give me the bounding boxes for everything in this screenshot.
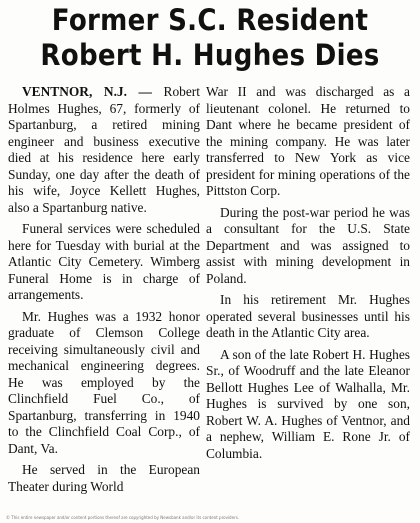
article-paragraph <box>8 84 200 216</box>
article-paragraph: He served in the European Theater during World <box>8 462 200 494</box>
article-paragraph: War II and was discharged as a lieutenant colonel. He returned to Dant where he became president of the mining company. He was later transferred to New York as vice president for mining operations of the Pittston Corp. <box>206 84 410 198</box>
headline <box>21 3 399 73</box>
article-paragraph: In his retirement Mr. Hughes operated several businesses until his death in the Atlantic City area. <box>206 292 410 340</box>
headline-line-1: Former S.C. Resident <box>51 3 369 37</box>
article-paragraph: Mr. Hughes was a 1932 honor graduate of Clemson College receiving simultaneously civil and mechanical engineering degrees. He was employed by the Clinchfield Fuel Co., of Spartanburg, transferring in 1940 to the Clinchfield Coal Corp., of Dant, Va. <box>8 308 200 456</box>
paragraph-text: Robert Holmes Hughes, 67, formerly of Spartanburg, a retired mining engineer and business executive died at his residence here early Sunday, one day after the death of his wife, Joyce Kellett Hughes, also a Spartanburg native. <box>8 84 200 215</box>
article-paragraph: Funeral services were scheduled here for Tuesday with burial at the Atlantic City Cemetery. Wimberg Funeral Home is in charge of arrangements. <box>8 221 200 302</box>
headline-line-2: Robert H. Hughes Dies <box>40 38 380 72</box>
article-column-right <box>206 84 410 467</box>
article-paragraph: A son of the late Robert H. Hughes Sr., of Woodruff and the late Eleanor Bellott Hughes Lee of Walhalla, Mr. Hughes is survived by one son, Robert W. A. Hughes of Ventnor, and a nephew, William E. Rone Jr. of Columbia. <box>206 346 410 461</box>
article-paragraph: During the post-war period he was a consultant for the U.S. State Department and was assigned to assist with mining development in Poland. <box>206 204 410 286</box>
article-column-left <box>8 84 200 500</box>
dateline: VENTNOR, N.J. — <box>22 84 152 99</box>
copyright-notice: © This entire newspaper and/or content portions thereof are copyrighted by Newsbank and/or its content providers. <box>6 515 240 520</box>
